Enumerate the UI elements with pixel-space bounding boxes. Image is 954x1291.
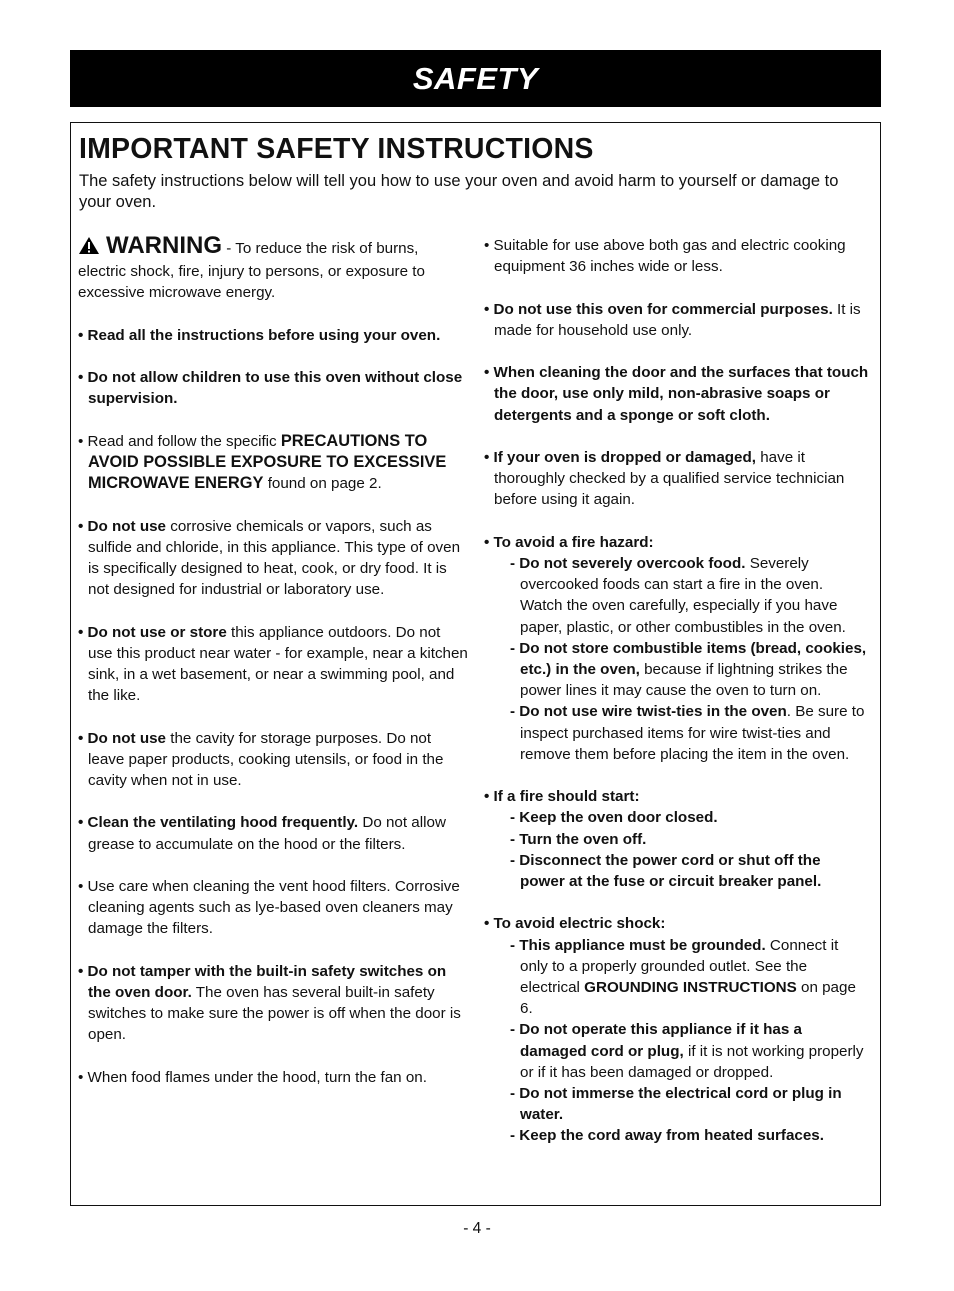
list-item: • When food flames under the hood, turn the fan on. [78,1068,427,1086]
warning-text: - To reduce the risk of burns, electric shock, fire, injury to persons, or exposure to excessive microwave energy. [78,240,425,302]
sub-item: - This appliance must be grounded. Connect it only to a properly grounded outlet. See the electrical GROUNDING INSTRUCTIONS on page 6. [510,936,856,1018]
section-title: SAFETY [412,60,539,96]
list-item: • Do not use the cavity for storage purposes. Do not leave paper products, cooking utensils, or food in the cavity when not in use. [78,729,444,789]
list-item: • Suitable for use above both gas and electric cooking equipment 36 inches wide or less. [484,237,846,276]
sub-item: - Disconnect the power cord or shut off the power at the fuse or circuit breaker panel. [510,851,822,891]
list-item: • Do not use this oven for commercial purposes. It is made for household use only. [484,300,861,339]
left-column [78,232,468,1109]
fire-hazard-group [484,532,869,765]
sub-item: - Keep the oven door closed. [510,809,718,827]
warning-paragraph [78,232,468,304]
list-item: • Read all the instructions before using your oven. [78,326,441,344]
warning-triangle-icon [78,236,100,261]
intro-paragraph: The safety instructions below will tell you how to use your oven and avoid harm to yourself or damage to your oven. [79,172,839,211]
group-title: • To avoid a fire hazard: [484,533,654,551]
list-item: • Do not use corrosive chemicals or vapors, such as sulfide and chloride, in this appliance. This type of oven is specifically designed to heat, cook, or dry food. It is not designed for industrial or laboratory use. [78,517,461,599]
sub-item: - Turn the oven off. [510,830,647,848]
page-heading: IMPORTANT SAFETY INSTRUCTIONS [79,133,594,165]
list-item: • If your oven is dropped or damaged, have it thoroughly checked by a qualified service technician before using it again. [484,448,845,509]
right-column [484,235,869,1168]
instructions-box [70,122,881,1206]
list-item: • Do not use or store this appliance outdoors. Do not use this product near water - for example, near a kitchen sink, in a wet basement, or near a swimming pool, and the like. [78,623,468,705]
warning-label: WARNING [106,232,222,259]
sub-item: - Do not immerse the electrical cord or plug in water. [510,1085,842,1124]
sub-item: - Do not severely overcook food. Severely overcooked foods can start a fire in the oven. Watch the oven carefully, especially if you have paper, plastic, or other combustibles in the oven. [510,554,846,636]
list-item: • Do not allow children to use this oven without close supervision. [78,369,463,408]
page-number: - 4 - [463,1220,491,1237]
list-item: • Read and follow the specific PRECAUTIONS TO AVOID POSSIBLE EXPOSURE TO EXCESSIVE MICROWAVE ENERGY found on page 2. [78,431,447,493]
list-item: • When cleaning the door and the surfaces that touch the door, use only mild, non-abrasive soaps or detergents and a sponge or soft cloth. [484,364,869,424]
fire-start-group [484,786,869,892]
group-title: • If a fire should start: [484,788,640,806]
electric-shock-group [484,913,869,1146]
sub-item: - Do not store combustible items (bread, cookies, etc.) in the oven, because if lightning strikes the power lines it may cause the oven to turn on. [510,639,867,700]
list-item: • Clean the ventilating hood frequently. Do not allow grease to accumulate on the hood or the filters. [78,814,446,853]
section-banner [70,50,881,107]
sub-item: - Do not use wire twist-ties in the oven. Be sure to inspect purchased items for wire twist-ties and remove them before placing the item in the oven. [510,703,865,763]
sub-item: - Do not operate this appliance if it has a damaged cord or plug, if it is not working properly or if it has been damaged or dropped. [510,1021,864,1081]
group-title: • To avoid electric shock: [484,915,666,933]
list-item: • Use care when cleaning the vent hood filters. Corrosive cleaning agents such as lye-based oven cleaners may damage the filters. [78,877,460,938]
sub-item: - Keep the cord away from heated surfaces. [510,1127,824,1145]
list-item: • Do not tamper with the built-in safety switches on the oven door. The oven has several built-in safety switches to make sure the power is off when the door is open. [78,962,461,1044]
